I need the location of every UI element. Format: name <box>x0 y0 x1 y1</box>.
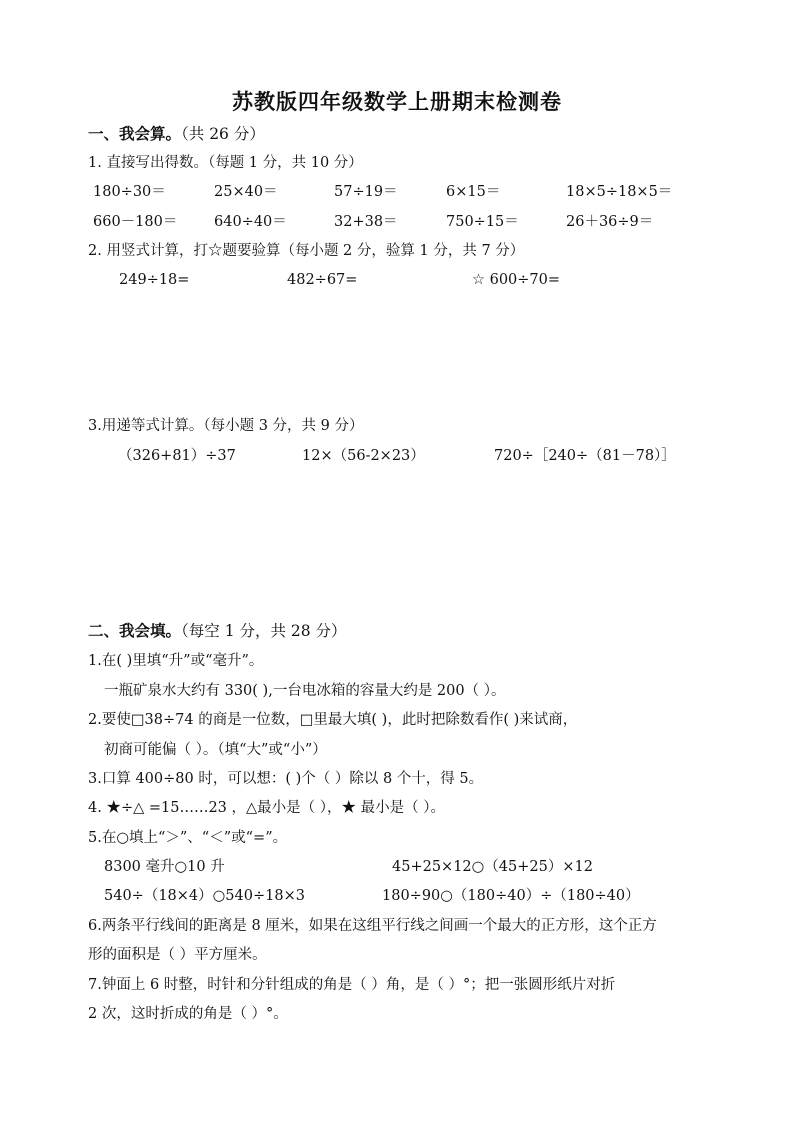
q1-label: 1. 直接写出得数。（每题 1 分，共 10 分） <box>88 155 363 171</box>
fill-q5-a-left: 8300 毫升○10 升 <box>104 859 225 875</box>
q3-item-1: （326+81）÷37 <box>118 448 236 464</box>
q1-r2-c2: 640÷40＝ <box>214 214 287 230</box>
section1-header <box>88 124 265 144</box>
q1-r2-c4: 750÷15＝ <box>446 214 519 230</box>
q2-label: 2. 用竖式计算，打☆题要验算（每小题 2 分，验算 1 分，共 7 分） <box>88 243 525 259</box>
section2-points: （每空 1 分，共 28 分） <box>181 622 347 640</box>
fill-q6-cont: 形的面积是（ ）平方厘米。 <box>88 947 267 963</box>
fill-q5-a-right: 45+25×12○（45+25）×12 <box>392 859 593 875</box>
section1-points: （共 26 分） <box>181 125 265 143</box>
fill-q5-b-left: 540÷（18×4）○540÷18×3 <box>104 888 305 904</box>
q1-r1-c3: 57÷19＝ <box>334 184 398 200</box>
fill-q2: 2.要使□38÷74 的商是一位数，□里最大填( )，此时把除数看作( )来试商， <box>88 712 578 728</box>
fill-q6: 6.两条平行线间的距离是 8 厘米，如果在这组平行线之间画一个最大的正方形，这个正方 <box>88 918 657 934</box>
q1-r2-c1: 660－180＝ <box>93 214 178 230</box>
q1-r1-c5: 18×5÷18×5＝ <box>566 184 673 200</box>
fill-q3: 3.口算 400÷80 时，可以想：( )个（ ）除以 8 个十，得 5。 <box>88 771 484 787</box>
section2-header <box>88 621 347 641</box>
q2-item-2: 482÷67= <box>287 272 358 288</box>
page-title: 苏教版四年级数学上册期末检测卷 <box>232 89 562 114</box>
fill-q1: 1.在( )里填“升”或“毫升”。 <box>88 653 264 669</box>
fill-q5: 5.在○填上“＞”、“＜”或“=”。 <box>88 830 288 846</box>
fill-q5-b-right: 180÷90○（180÷40）÷（180÷40） <box>382 888 640 904</box>
fill-q7-cont: 2 次，这时折成的角是（ ）°。 <box>88 1006 288 1022</box>
q3-item-3: 720÷［240÷（81－78）］ <box>494 448 676 464</box>
q2-item-3: ☆ 600÷70= <box>472 272 561 288</box>
q1-r1-c2: 25×40＝ <box>214 184 278 200</box>
fill-q7: 7.钟面上 6 时整，时针和分针组成的角是（ ）角，是（ ）°；把一张圆形纸片对折 <box>88 977 616 993</box>
q3-label: 3.用递等式计算。（每小题 3 分，共 9 分） <box>88 418 364 434</box>
fill-q2-detail: 初商可能偏（ ）。（填“大”或“小”） <box>104 742 327 758</box>
q1-r2-c5: 26＋36÷9＝ <box>566 214 654 230</box>
q3-item-2: 12×（56-2×23） <box>302 448 425 464</box>
fill-q1-detail: 一瓶矿泉水大约有 330( ),一台电冰箱的容量大约是 200（ ）。 <box>104 683 506 699</box>
q1-r1-c1: 180÷30＝ <box>93 184 166 200</box>
q1-r2-c3: 32+38＝ <box>334 214 398 230</box>
fill-q4: 4. ★÷△ =15……23 ，△最小是（ ），★ 最小是（ ）。 <box>88 800 445 816</box>
q2-item-1: 249÷18= <box>119 272 190 288</box>
q1-r1-c4: 6×15＝ <box>446 184 501 200</box>
section2-heading: 二、我会填。 <box>88 621 182 640</box>
section1-heading: 一、我会算。 <box>88 124 182 143</box>
